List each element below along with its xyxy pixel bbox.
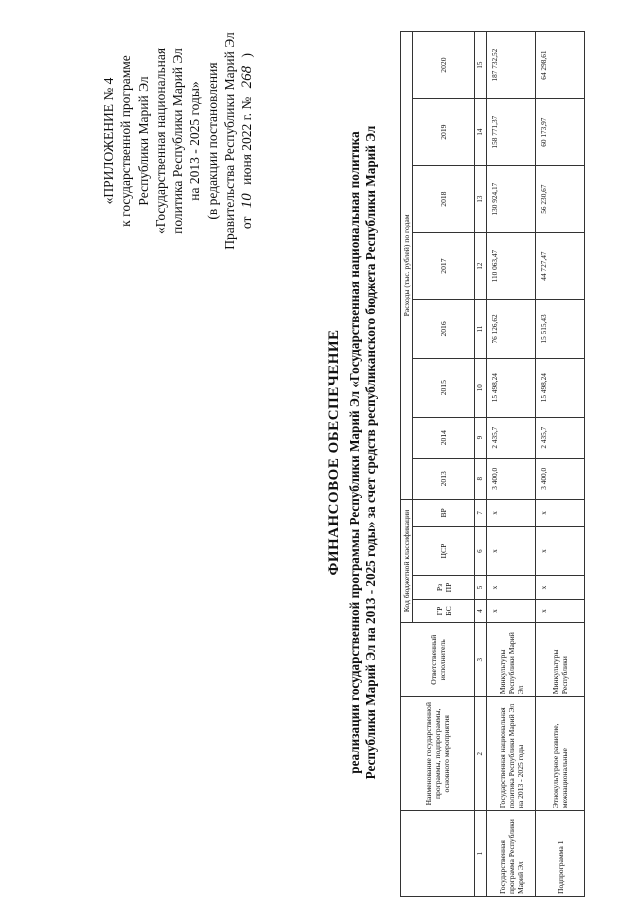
row-vr: х — [536, 499, 585, 526]
column-number: 11 — [475, 300, 487, 359]
column-number: 9 — [475, 417, 487, 458]
row-value: 60 173,97 — [536, 99, 585, 166]
date-suffix: ) — [239, 52, 255, 58]
row-value: 76 126,62 — [487, 300, 536, 359]
row-value: 3 400,0 — [536, 458, 585, 499]
header-cell-year: 2013 — [413, 458, 475, 499]
date-text: июня 2022 г. № — [239, 96, 255, 185]
appendix-title: «ПРИЛОЖЕНИЕ № 4 — [101, 77, 116, 205]
column-number: 10 — [475, 358, 487, 417]
row-value: 158 771,37 — [487, 99, 536, 166]
row-value: 15 498,24 — [536, 358, 585, 417]
column-number: 2 — [475, 697, 487, 811]
column-number: 14 — [475, 99, 487, 166]
document-subtitle-line-2: Республики Марий Эл на 2013 - 2025 годы» за счет средств республиканского бюджета Республики Марий Эл — [363, 125, 378, 780]
appendix-line: (в редакции постановления — [204, 62, 220, 220]
appendix-line: на 2013 - 2025 годы» — [187, 81, 203, 201]
header-cell-name: Наименование государственной программы, подпрограммы, основного мероприятия — [401, 697, 475, 811]
header-cell-year: 2016 — [413, 300, 475, 359]
row-value: 187 732,52 — [487, 32, 536, 99]
header-cell-year: 2015 — [413, 358, 475, 417]
document-heading: ФИНАНСОВОЕ ОБЕСПЕЧЕНИЕ — [326, 329, 342, 576]
row-value: 130 924,17 — [487, 166, 536, 233]
column-number: 1 — [475, 811, 487, 897]
column-number: 6 — [475, 526, 487, 575]
column-number: 5 — [475, 576, 487, 600]
header-cell-year: 2018 — [413, 166, 475, 233]
column-number: 3 — [475, 623, 487, 697]
column-number-row — [475, 32, 487, 897]
column-number: 13 — [475, 166, 487, 233]
row-vr: х — [487, 499, 536, 526]
row-csr: х — [536, 526, 585, 575]
appendix-line: «Государственная национальная — [152, 47, 168, 235]
header-cell-vr: ВР — [413, 499, 475, 526]
row-rzpr: х — [487, 576, 536, 600]
row-value: 3 400,0 — [487, 458, 536, 499]
header-cell-year: 2017 — [413, 233, 475, 300]
row-value: 15 498,24 — [487, 358, 536, 417]
header-group-budget-code: Код бюджетной классификации — [401, 499, 413, 622]
date-prefix: от — [239, 216, 255, 230]
header-cell-grbs: ГР БС — [413, 599, 475, 623]
table-row — [487, 32, 536, 897]
handwritten-number: 268 — [239, 65, 256, 89]
header-cell-year: 2019 — [413, 99, 475, 166]
column-number: 8 — [475, 458, 487, 499]
row-executor: Минкультуры Республики Марий Эл — [487, 623, 536, 697]
appendix-line: Республики Марий Эл — [135, 76, 151, 206]
row-name: Государственная национальная политика Республики Марий Эл на 2013 - 2025 годы — [487, 697, 536, 811]
document-subtitle-line-1: реализации государственной программы Республики Марий Эл «Государственная национальная политика — [347, 131, 362, 774]
appendix-date-line — [238, 5, 256, 277]
row-status: Подпрограмма 1 — [536, 811, 585, 897]
header-cell-executor: Ответственный исполнитель — [401, 623, 475, 697]
row-value: 64 298,61 — [536, 32, 585, 99]
header-cell-rzpr: Рз ПР — [413, 576, 475, 600]
row-value: 15 515,43 — [536, 300, 585, 359]
row-value: 2 435,7 — [487, 417, 536, 458]
row-grbs: х — [536, 599, 585, 623]
row-status: Государственная программа Республики Марий Эл — [487, 811, 536, 897]
appendix-line: политика Республики Марий Эл — [170, 48, 186, 234]
header-cell-csr: ЦСР — [413, 526, 475, 575]
row-value: 110 063,47 — [487, 233, 536, 300]
row-value: 56 230,67 — [536, 166, 585, 233]
header-cell-year: 2020 — [413, 32, 475, 99]
table-row — [536, 32, 585, 897]
handwritten-day: 10 — [239, 193, 256, 209]
row-value: 2 435,7 — [536, 417, 585, 458]
row-name: Этнокультурное развитие, межнациональные — [536, 697, 585, 811]
column-number: 12 — [475, 233, 487, 300]
row-value: 44 727,47 — [536, 233, 585, 300]
header-cell-year: 2014 — [413, 417, 475, 458]
row-csr: х — [487, 526, 536, 575]
column-number: 7 — [475, 499, 487, 526]
header-cell-status — [401, 811, 475, 897]
column-number: 4 — [475, 599, 487, 623]
row-rzpr: х — [536, 576, 585, 600]
row-executor: Минкультуры Республики — [536, 623, 585, 697]
appendix-line: к государственной программе — [118, 55, 134, 227]
header-row — [401, 32, 413, 897]
row-grbs: х — [487, 599, 536, 623]
appendix-line: Правительства Республики Марий Эл — [222, 32, 238, 250]
appendix-block — [100, 5, 257, 277]
column-number: 15 — [475, 32, 487, 99]
header-group-expenses: Расходы (тыс. рублей) по годам — [401, 32, 413, 500]
finance-table — [400, 31, 585, 897]
